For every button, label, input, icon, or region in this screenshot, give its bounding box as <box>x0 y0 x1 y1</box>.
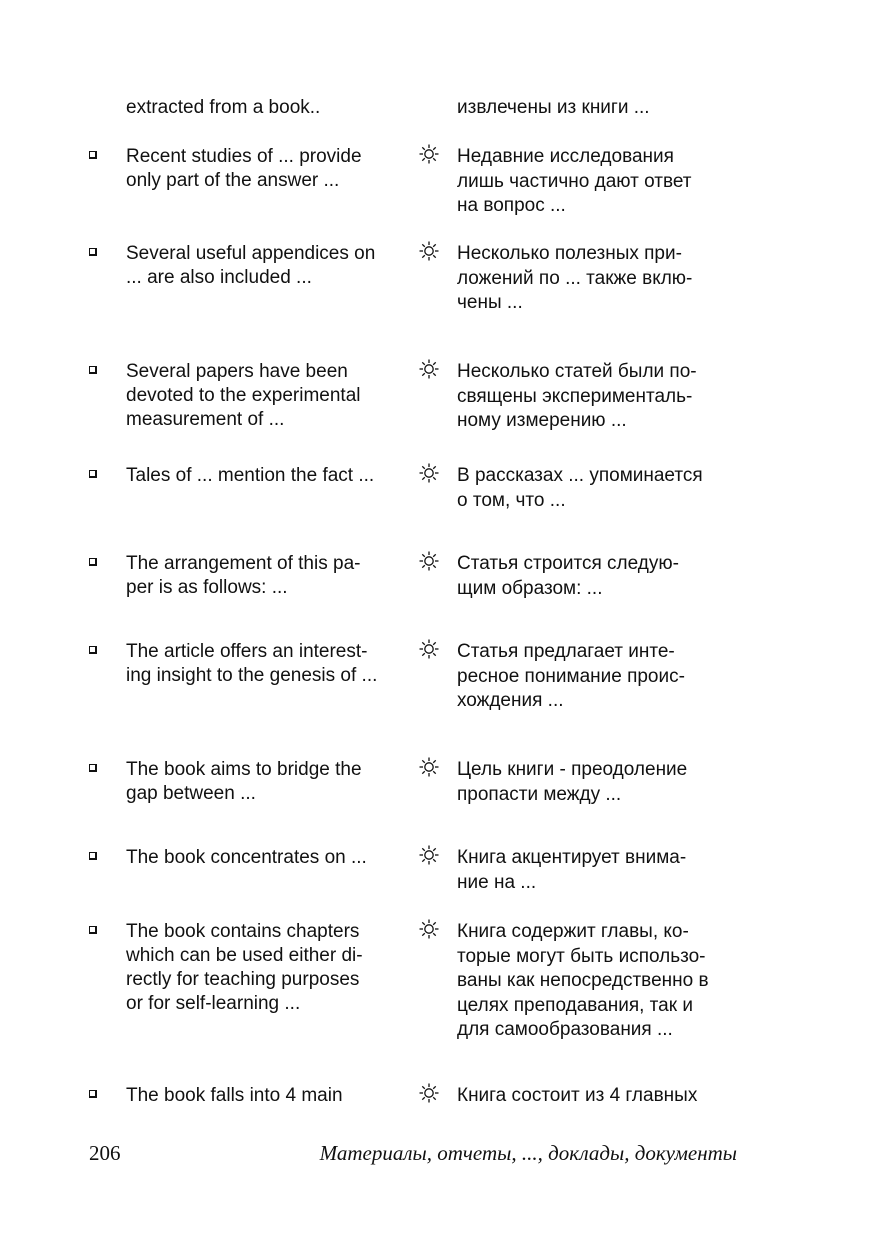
sun-bullet-icon <box>418 638 440 660</box>
running-footer-title: Материалы, отчеты, ..., доклады, документы <box>319 1141 737 1165</box>
checkbox-bullet-icon <box>89 764 97 772</box>
checkbox-bullet-icon <box>89 926 97 934</box>
checkbox-bullet-icon <box>89 646 97 654</box>
checkbox-bullet-icon <box>89 151 97 159</box>
english-phrase: The book aims to bridge the gap between ... <box>126 759 362 804</box>
english-phrase: The article offers an interest- ing insight to the genesis of ... <box>126 641 378 686</box>
sun-bullet-icon <box>418 462 440 484</box>
english-phrase: Recent studies of ... provide only part of the answer ... <box>126 146 362 191</box>
checkbox-bullet-icon <box>89 852 97 860</box>
sun-bullet-icon <box>418 918 440 940</box>
russian-translation: В рассказах ... упоминается о том, что ... <box>457 465 703 511</box>
english-phrase: Several papers have been devoted to the experimental measurement of ... <box>126 361 361 430</box>
sun-bullet-icon <box>418 550 440 572</box>
english-phrase: The book contains chapters which can be used either di- rectly for teaching purposes or for self-learning ... <box>126 921 363 1014</box>
russian-translation: Цель книги - преодоление пропасти между ... <box>457 759 688 805</box>
sun-bullet-icon <box>418 756 440 778</box>
english-phrase: Several useful appendices on ... are also included ... <box>126 243 376 288</box>
russian-translation: Статья предлагает инте- ресное понимание проис- хождения ... <box>457 641 685 711</box>
russian-translation: Книга содержит главы, ко- торые могут быть использо- ваны как непосредственно в целях преподавания, так и для самообразования ... <box>457 921 709 1040</box>
english-phrase: The arrangement of this pa- per is as follows: ... <box>126 553 361 598</box>
page-number: 206 <box>89 1141 121 1165</box>
checkbox-bullet-icon <box>89 470 97 478</box>
checkbox-bullet-icon <box>89 248 97 256</box>
english-phrase: Tales of ... mention the fact ... <box>126 465 375 486</box>
russian-translation: Несколько полезных при- ложений по ... также вклю- чены ... <box>457 243 693 313</box>
russian-translation: Несколько статей были по- священы эксперименталь- ному измерению ... <box>457 361 697 431</box>
checkbox-bullet-icon <box>89 366 97 374</box>
sun-bullet-icon <box>418 844 440 866</box>
russian-translation: Книга акцентирует внима- ние на ... <box>457 847 687 893</box>
sun-bullet-icon <box>418 1082 440 1104</box>
checkbox-bullet-icon <box>89 558 97 566</box>
russian-translation: Книга состоит из 4 главных <box>457 1085 698 1106</box>
russian-translation: Недавние исследования лишь частично дают ответ на вопрос ... <box>457 146 692 216</box>
russian-translation: Статья строится следую- щим образом: ... <box>457 553 679 599</box>
english-phrase: The book falls into 4 main <box>126 1085 343 1106</box>
sun-bullet-icon <box>418 143 440 165</box>
sun-bullet-icon <box>418 358 440 380</box>
english-phrase: The book concentrates on ... <box>126 847 367 868</box>
english-phrase: extracted from a book.. <box>126 97 321 118</box>
russian-translation: извлечены из книги ... <box>457 97 650 118</box>
sun-bullet-icon <box>418 240 440 262</box>
checkbox-bullet-icon <box>89 1090 97 1098</box>
